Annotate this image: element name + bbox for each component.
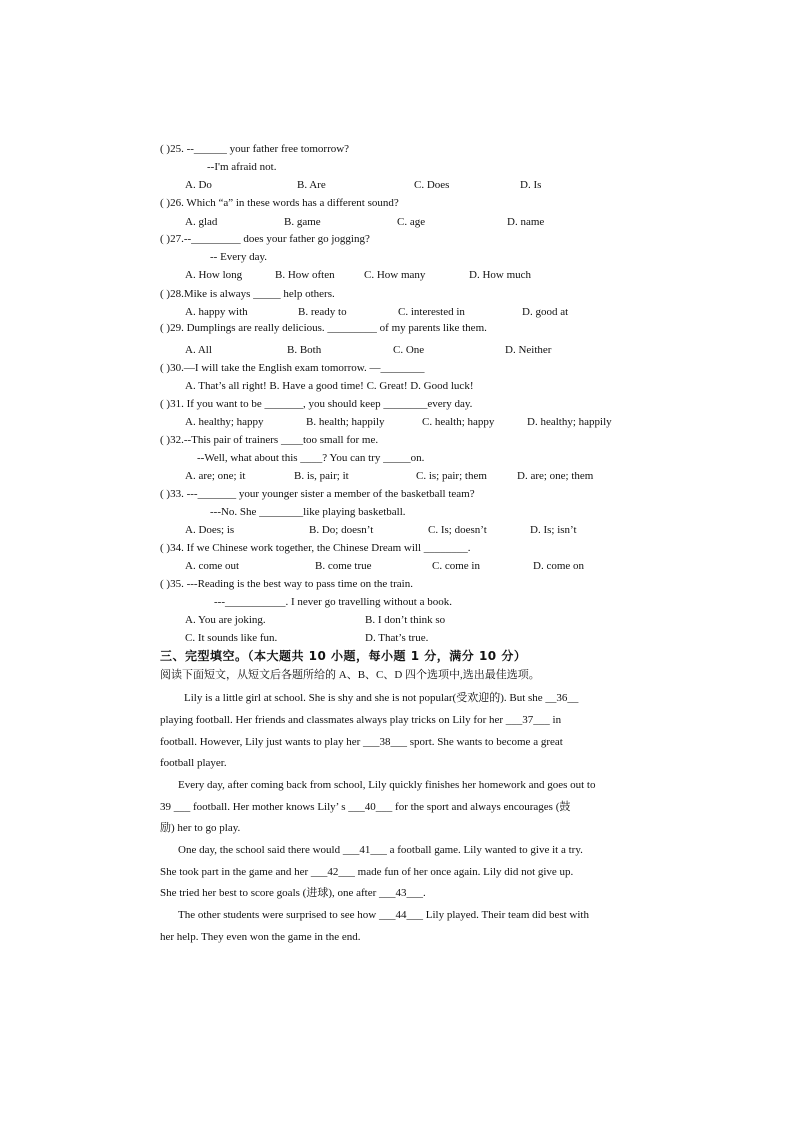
question-32-option-b: B. is, pair; it (294, 470, 349, 482)
question-33-option-d: D. Is; isn’t (530, 524, 577, 536)
question-34-stem: ( )34. If we Chinese work together, the Chinese Dream will ________. (160, 542, 471, 554)
section-3-heading: 三、完型填空。（本大题共 10 小题，每小题 1 分，满分 10 分） (160, 649, 527, 663)
question-32-stem: ( )32.--This pair of trainers ____too small for me. (160, 434, 379, 446)
question-28-stem: ( )28.Mike is always _____ help others. (160, 288, 335, 300)
passage-line-4: football player. (160, 757, 227, 769)
question-27-option-c: C. How many (364, 269, 426, 281)
question-34-option-a: A. come out (185, 560, 240, 572)
question-27-option-a: A. How long (185, 269, 243, 281)
question-33-reply: ---No. She ________like playing basketball. (210, 506, 406, 518)
question-26-stem: ( )26. Which “a” in these words has a different sound? (160, 197, 399, 209)
question-35-reply: ---___________. I never go travelling without a book. (214, 596, 452, 608)
question-35-option-c: C. It sounds like fun. (185, 632, 278, 644)
question-29-option-b: B. Both (287, 344, 322, 356)
question-29-option-a: A. All (185, 344, 212, 356)
passage-line-2: playing football. Her friends and classmates always play tricks on Lily for her ___37___ in (160, 714, 562, 726)
question-30-stem: ( )30.—I will take the English exam tomorrow. —________ (160, 362, 425, 374)
passage-line-11: The other students were surprised to see how ___44___ Lily played. Their team did best with (178, 909, 589, 921)
question-31-option-a: A. healthy; happy (185, 416, 264, 428)
section-3-instruction: 阅读下面短文，从短文后各题所给的 A、B、C、D 四个选项中,选出最佳选项。 (160, 669, 540, 681)
passage-line-9: She took part in the game and her ___42___ made fun of her once again. Lily did not give up. (160, 866, 574, 878)
question-31-option-b: B. health; happily (306, 416, 385, 428)
question-32-reply: --Well, what about this ____? You can try _____on. (197, 452, 425, 464)
question-31-option-c: C. health; happy (422, 416, 495, 428)
question-28-option-c: C. interested in (398, 306, 465, 318)
question-26-option-a: A. glad (185, 216, 218, 228)
question-35-stem: ( )35. ---Reading is the best way to pass time on the train. (160, 578, 413, 590)
question-27-option-b: B. How often (275, 269, 335, 281)
question-29-option-c: C. One (393, 344, 425, 356)
question-25-option-d: D. Is (520, 179, 542, 191)
question-25-option-a: A. Do (185, 179, 212, 191)
question-34-option-b: B. come true (315, 560, 372, 572)
question-32-option-c: C. is; pair; them (416, 470, 487, 482)
question-25-reply: --I'm afraid not. (207, 161, 277, 173)
question-33-option-c: C. Is; doesn’t (428, 524, 487, 536)
question-35-option-a: A. You are joking. (185, 614, 266, 626)
question-34-option-c: C. come in (432, 560, 480, 572)
question-25-option-c: C. Does (414, 179, 450, 191)
question-32-option-d: D. are; one; them (517, 470, 594, 482)
question-31-option-d: D. healthy; happily (527, 416, 612, 428)
passage-line-12: her help. They even won the game in the end. (160, 931, 361, 943)
question-29-stem: ( )29. Dumplings are really delicious. _________ of my parents like them. (160, 322, 487, 334)
question-31-stem: ( )31. If you want to be _______, you should keep ________every day. (160, 398, 473, 410)
question-26-option-d: D. name (507, 216, 545, 228)
question-26-option-c: C. age (397, 216, 426, 228)
question-25-option-b: B. Are (297, 179, 326, 191)
question-35-option-d: D. That’s true. (365, 632, 429, 644)
question-27-stem: ( )27.--_________ does your father go jogging? (160, 233, 370, 245)
question-30-options: A. That’s all right! B. Have a good time! C. Great! D. Good luck! (185, 380, 474, 392)
question-35-option-b: B. I don’t think so (365, 614, 446, 626)
passage-line-5: Every day, after coming back from school, Lily quickly finishes her homework and goes out to (178, 779, 596, 791)
question-25-stem: ( )25. --______ your father free tomorrow? (160, 143, 350, 155)
passage-line-10: She tried her best to score goals (进球), one after ___43___. (160, 887, 426, 899)
passage-line-3: football. However, Lily just wants to play her ___38___ sport. She wants to become a great (160, 736, 563, 748)
question-28-option-b: B. ready to (298, 306, 347, 318)
question-32-option-a: A. are; one; it (185, 470, 246, 482)
question-33-option-b: B. Do; doesn’t (309, 524, 374, 536)
question-28-option-d: D. good at (522, 306, 569, 318)
question-26-option-b: B. game (284, 216, 321, 228)
passage-line-8: One day, the school said there would ___41___ a football game. Lily wanted to give it a try. (178, 844, 583, 856)
question-27-option-d: D. How much (469, 269, 532, 281)
passage-line-1: Lily is a little girl at school. She is shy and she is not popular(受欢迎的). But she __36__ (184, 692, 579, 704)
passage-line-7: 励) her to go play. (160, 822, 241, 834)
question-28-option-a: A. happy with (185, 306, 248, 318)
question-33-option-a: A. Does; is (185, 524, 235, 536)
question-29-option-d: D. Neither (505, 344, 552, 356)
question-27-reply: -- Every day. (210, 251, 268, 263)
question-34-option-d: D. come on (533, 560, 585, 572)
question-33-stem: ( )33. ---_______ your younger sister a member of the basketball team? (160, 488, 475, 500)
passage-line-6: 39 ___ football. Her mother knows Lily’ s ___40___ for the sport and always encourages (鼓 (160, 801, 571, 813)
